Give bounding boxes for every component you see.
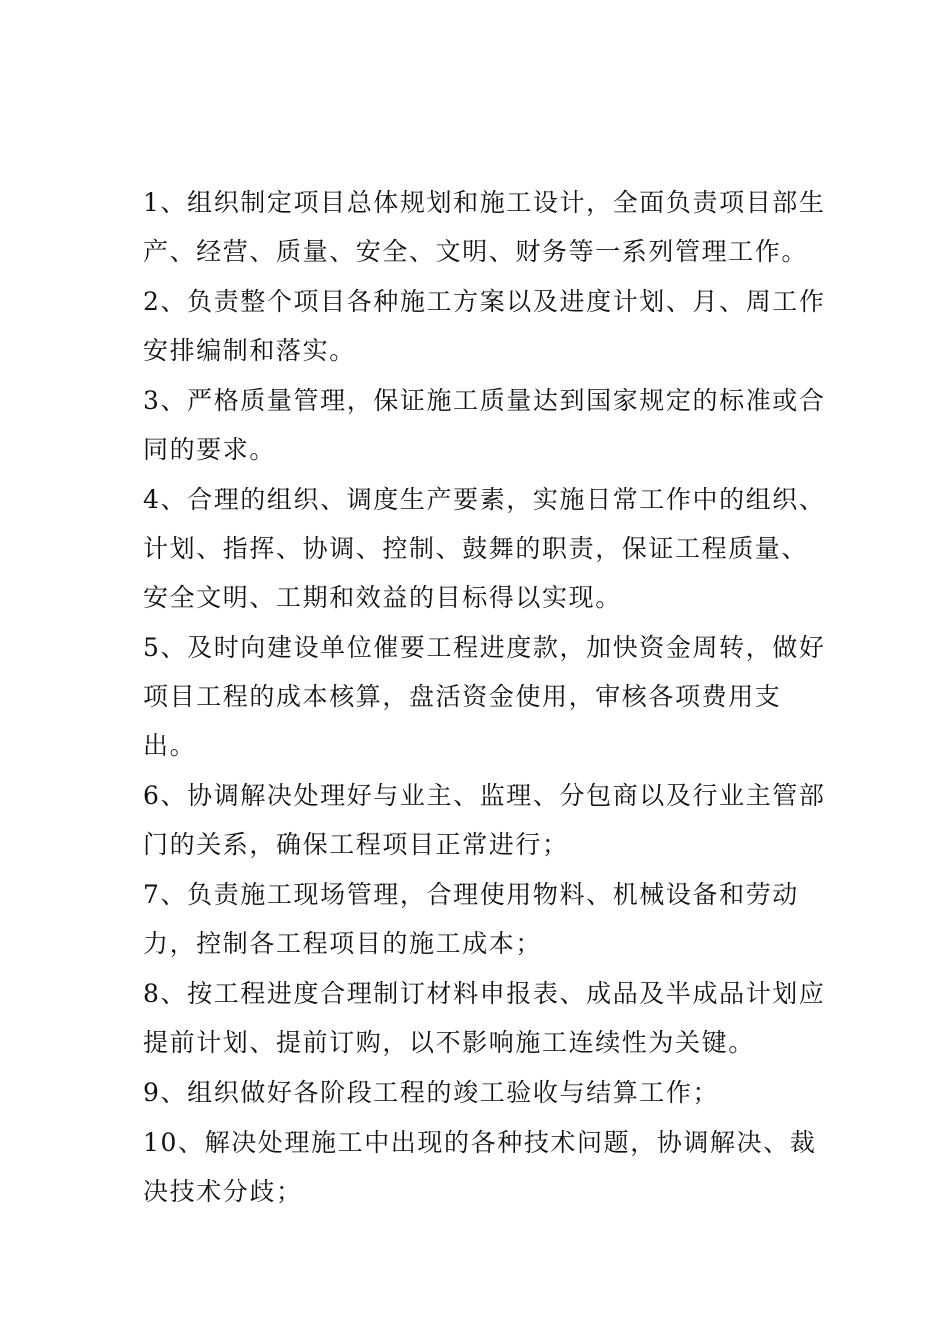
list-item: 10、解决处理施工中出现的各种技术问题，协调解决、裁决技术分歧； xyxy=(143,1128,817,1206)
list-item: 6、协调解决处理好与业主、监理、分包商以及行业主管部门的关系，确保工程项目正常进行； xyxy=(143,781,826,859)
list-item: 2、负责整个项目各种施工方案以及进度计划、月、周工作安排编制和落实。 xyxy=(143,287,826,365)
list-item: 5、及时向建设单位催要工程进度款，加快资金周转，做好项目工程的成本核算，盘活资金使用，审核各项费用支出。 xyxy=(143,633,826,760)
list-item: 1、组织制定项目总体规划和施工设计，全面负责项目部生产、经营、质量、安全、文明、财务等一系列管理工作。 xyxy=(143,188,826,266)
list-item: 8、按工程进度合理制订材料申报表、成品及半成品计划应提前计划、提前订购，以不影响施工连续性为关键。 xyxy=(143,979,826,1057)
duty-list xyxy=(143,178,833,1216)
list-item: 4、合理的组织、调度生产要素，实施日常工作中的组织、计划、指挥、协调、控制、鼓舞的职责，保证工程质量、安全文明、工期和效益的目标得以实现。 xyxy=(143,485,826,612)
list-item: 9、组织做好各阶段工程的竣工验收与结算工作； xyxy=(143,1078,720,1107)
list-item: 3、严格质量管理，保证施工质量达到国家规定的标准或合同的要求。 xyxy=(143,386,826,464)
list-item: 7、负责施工现场管理，合理使用物料、机械设备和劳动力，控制各工程项目的施工成本； xyxy=(143,880,799,958)
